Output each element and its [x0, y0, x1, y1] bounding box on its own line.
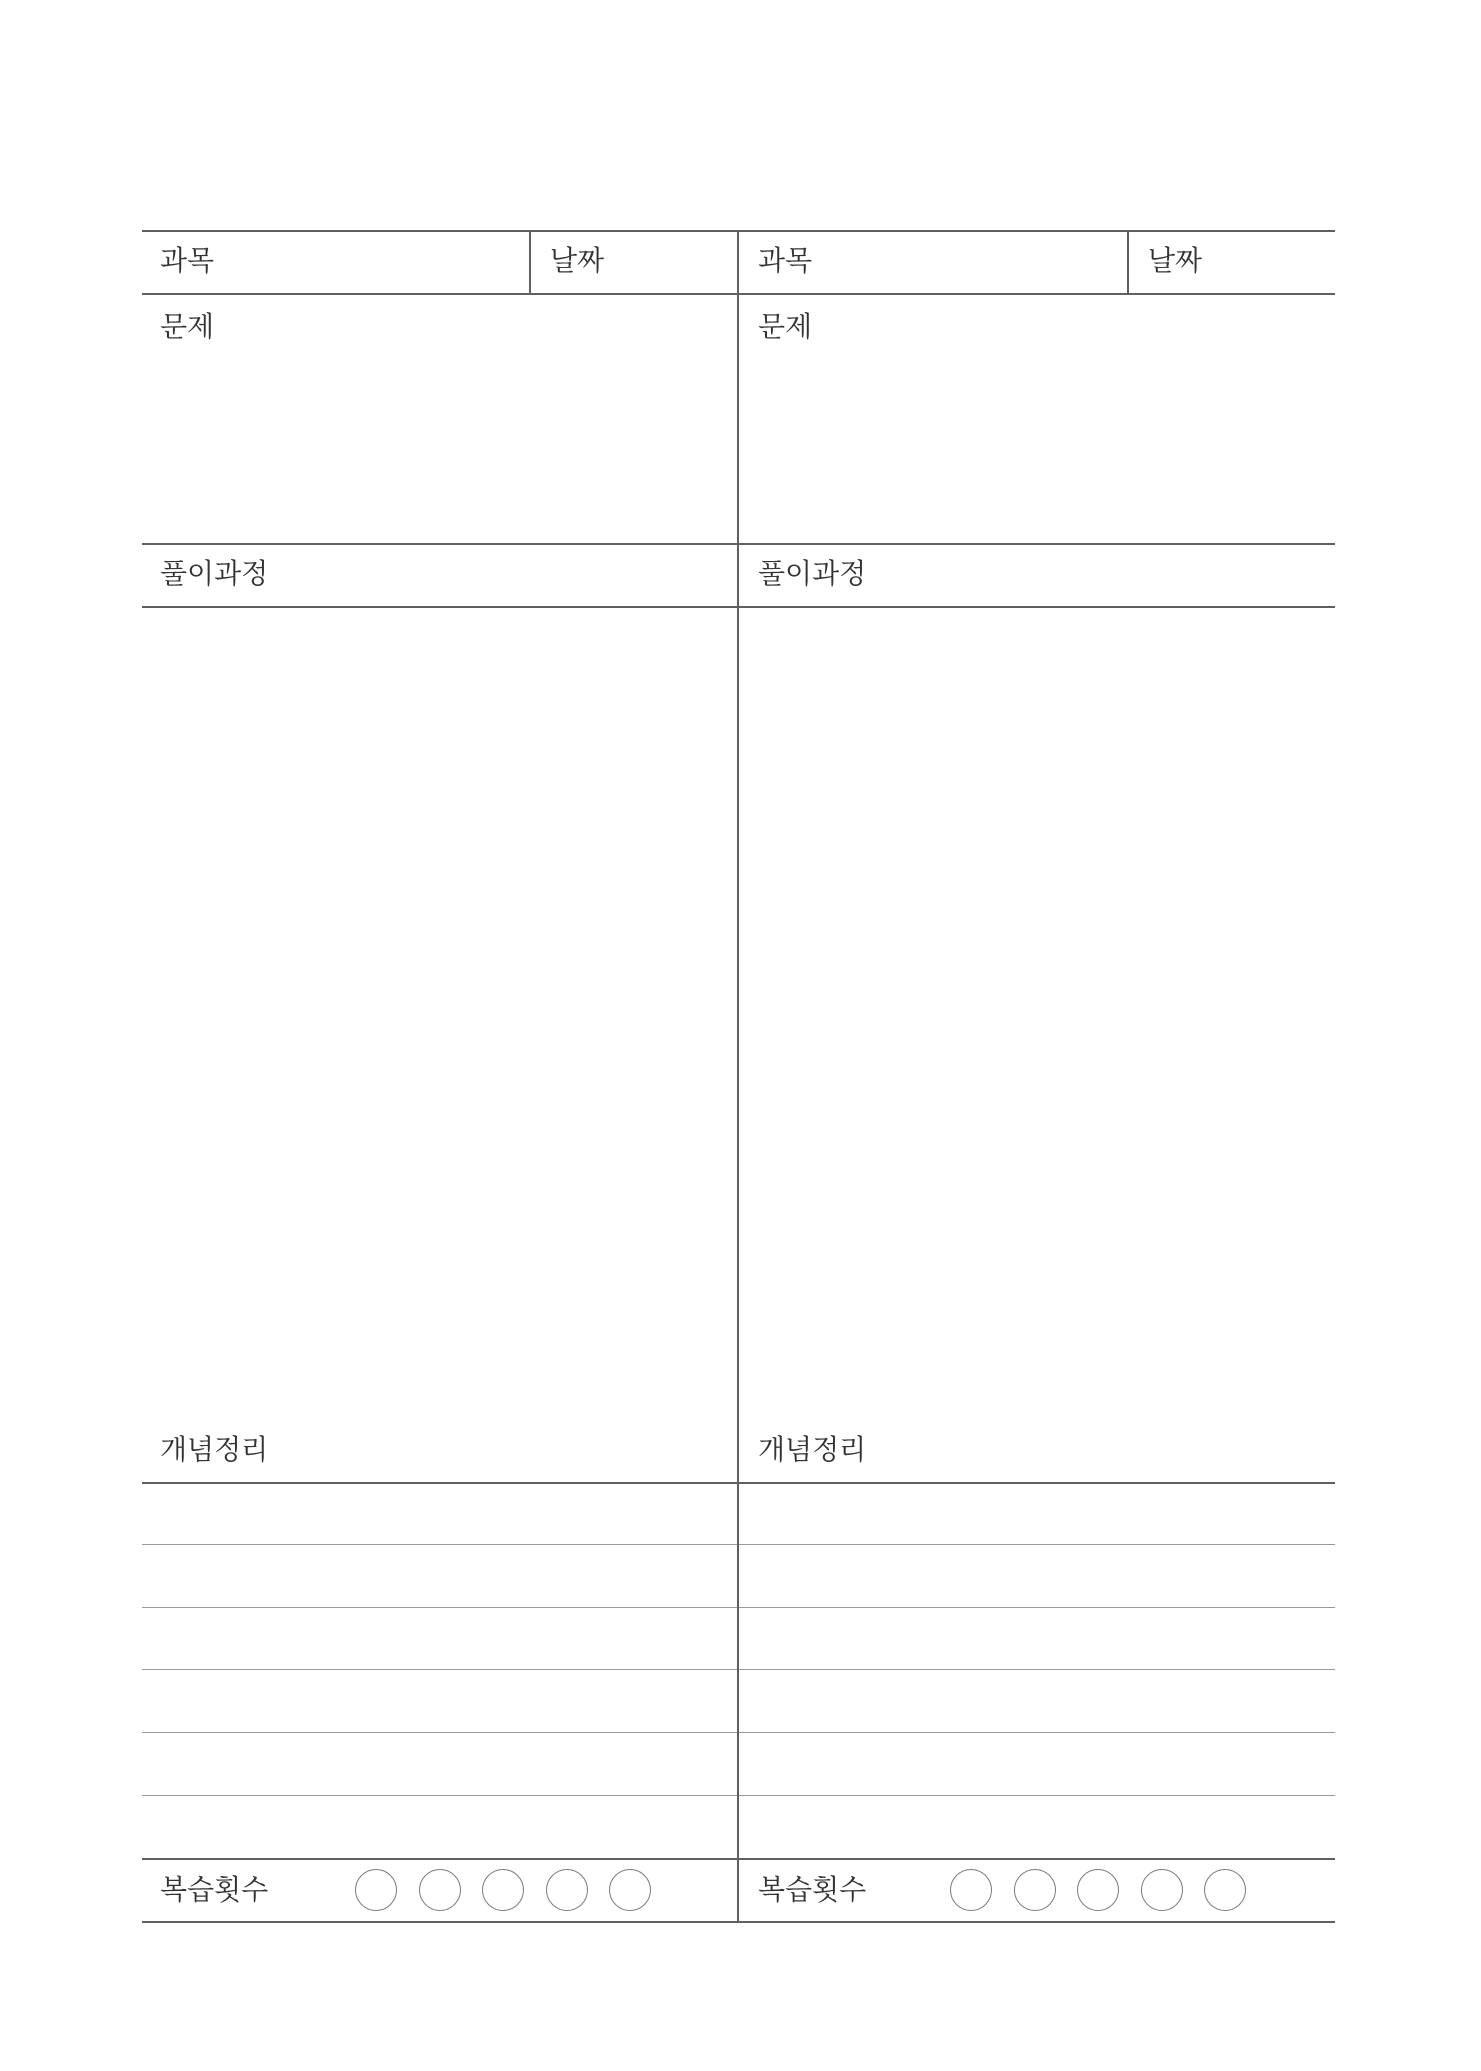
concept-area[interactable]: 개념정리: [160, 1433, 269, 1466]
review-check-circle[interactable]: [355, 1869, 397, 1911]
review-count-label: 복습횟수: [160, 1873, 269, 1906]
problem-area[interactable]: 문제: [758, 310, 813, 343]
right-date-divider: [1127, 230, 1129, 293]
review-check-circle[interactable]: [482, 1869, 524, 1911]
review-count-label: 복습횟수: [758, 1873, 867, 1906]
solution-area[interactable]: 풀이과정: [758, 557, 867, 590]
subject-field[interactable]: 과목: [758, 244, 813, 277]
review-check-circle[interactable]: [1141, 1869, 1183, 1911]
solution-area[interactable]: 풀이과정: [160, 557, 269, 590]
review-check-circle[interactable]: [546, 1869, 588, 1911]
review-check-circle[interactable]: [609, 1869, 651, 1911]
review-note-sheet: [142, 230, 1335, 1923]
review-check-circle[interactable]: [1077, 1869, 1119, 1911]
date-field[interactable]: 날짜: [550, 244, 605, 277]
concept-area[interactable]: 개념정리: [758, 1433, 867, 1466]
subject-field[interactable]: 과목: [160, 244, 215, 277]
review-check-circle[interactable]: [1204, 1869, 1246, 1911]
problem-area[interactable]: 문제: [160, 310, 215, 343]
date-field[interactable]: 날짜: [1148, 244, 1203, 277]
review-check-circle[interactable]: [950, 1869, 992, 1911]
left-date-divider: [529, 230, 531, 293]
review-check-circle[interactable]: [419, 1869, 461, 1911]
review-check-circle[interactable]: [1014, 1869, 1056, 1911]
column-divider: [737, 230, 739, 1923]
